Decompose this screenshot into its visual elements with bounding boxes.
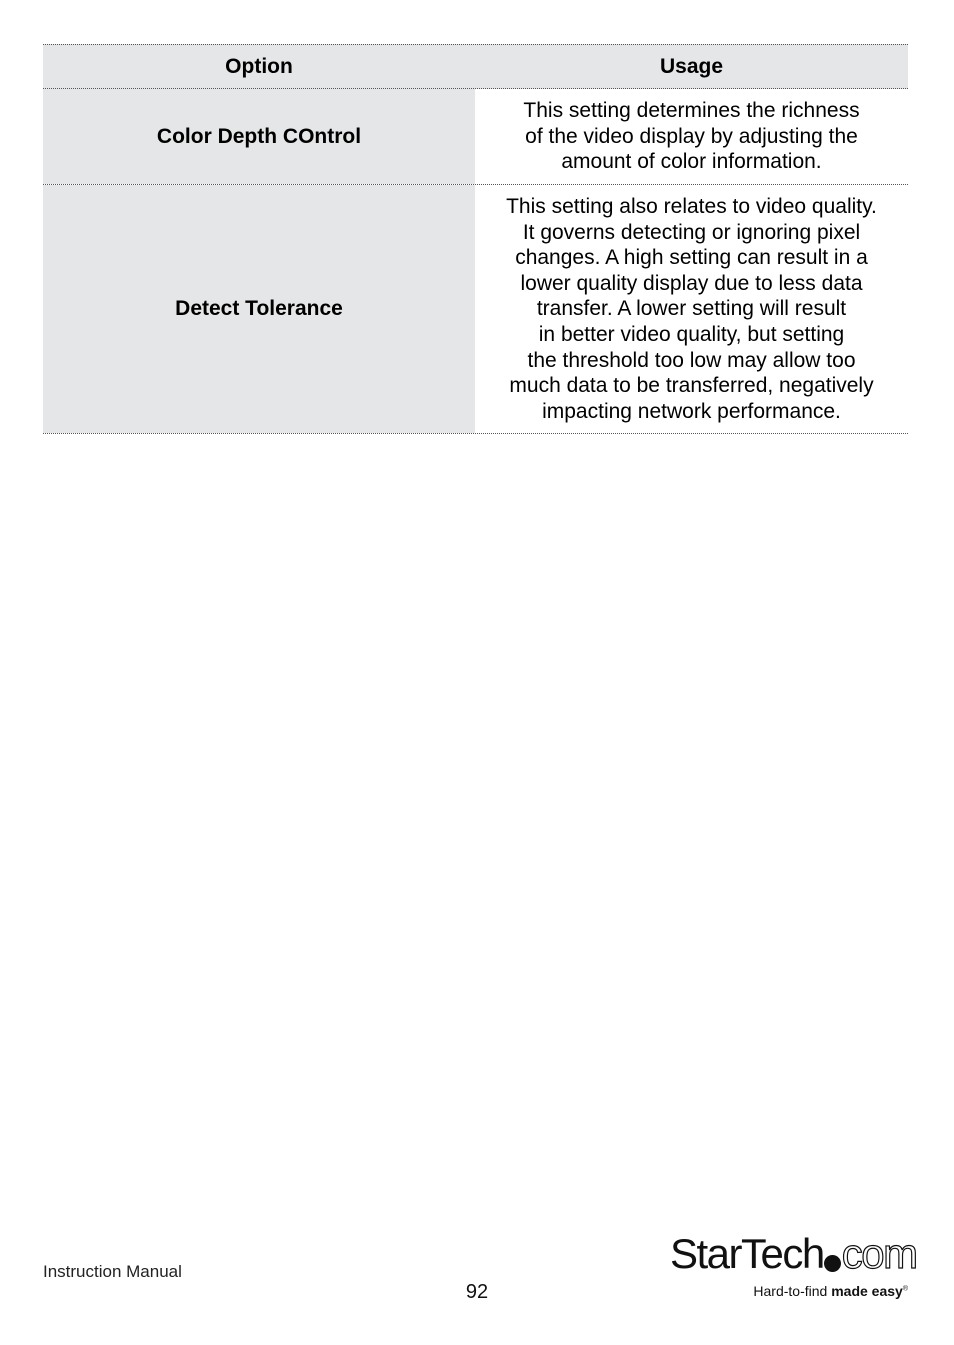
- logo-tagline-regular: Hard-to-find: [753, 1283, 832, 1299]
- row-option-label: Detect Tolerance: [43, 185, 475, 433]
- table-row: [43, 185, 908, 434]
- footer-manual-label: Instruction Manual: [43, 1262, 182, 1281]
- header-option: Option: [225, 54, 293, 78]
- logo-brand: [670, 1228, 917, 1280]
- logo-dot-icon: [824, 1255, 841, 1272]
- page-number: 92: [465, 1281, 489, 1303]
- logo-brand-main: StarTech: [670, 1230, 824, 1277]
- logo-tagline: [753, 1283, 908, 1299]
- row-usage-text: This setting also relates to video quality. It governs detecting or ignoring pixel changes. A high setting can result in a lower quality display due to less data transfer. A lower setting will result in better video quality, but setting the threshold too low may allow too much data to be transferred, negatively impacting network performance.: [475, 185, 908, 433]
- logo-brand-tld: com: [841, 1230, 917, 1277]
- row-usage-text: This setting determines the richness of the video display by adjusting the amount of color information.: [475, 89, 908, 184]
- options-table: [43, 44, 908, 434]
- row-option-label: Color Depth COntrol: [43, 89, 475, 184]
- table-header-row: [43, 44, 908, 89]
- table-row: [43, 89, 908, 185]
- header-usage: Usage: [659, 54, 724, 78]
- logo-registered-mark: ®: [902, 1285, 908, 1293]
- logo-tagline-bold: made easy: [831, 1283, 903, 1299]
- startech-logo: [670, 1228, 917, 1308]
